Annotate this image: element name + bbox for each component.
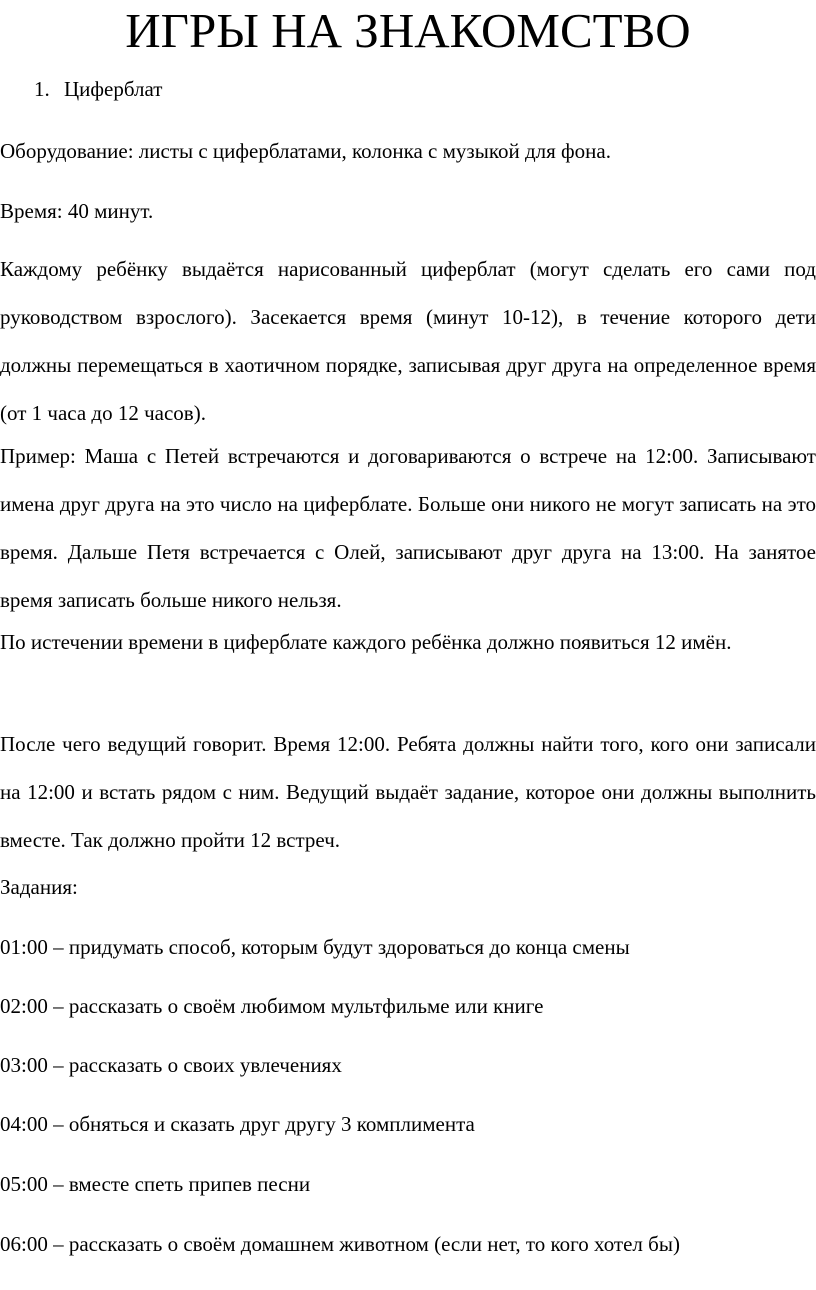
task-item: 03:00 – рассказать о своих увлечениях xyxy=(0,1053,342,1077)
paragraph-example: Пример: Маша с Петей встречаются и договариваются о встрече на 12:00. Записывают имена друг друга на это число на циферблате. Больше они никого не могут записать на это время. Дальше Петя встречается с Олей, записывают друг друга на 13:00. На занятое время записать больше никого нельзя. xyxy=(0,444,816,612)
list-item-text: Циферблат xyxy=(64,77,163,101)
task-item: 05:00 – вместе спеть припев песни xyxy=(0,1172,311,1196)
paragraph-rules: Каждому ребёнку выдаётся нарисованный циферблат (могут сделать его сами под руководством взрослого). Засекается время (минут 10-12), в течение которого дети должны перемещаться в хаотичном порядке, записывая друг друга на определенное время (от 1 часа до 12 часов). xyxy=(0,257,816,425)
task-item: 04:00 – обняться и сказать друг другу 3 комплимента xyxy=(0,1112,475,1136)
task-item: 06:00 – рассказать о своём домашнем животном (если нет, то кого хотел бы) xyxy=(0,1232,680,1256)
paragraph-result: По истечении времени в циферблате каждого ребёнка должно появиться 12 имён. xyxy=(0,630,732,654)
tasks-heading: Задания: xyxy=(0,875,78,899)
page-title: ИГРЫ НА ЗНАКОМСТВО xyxy=(125,3,691,58)
duration-line: Время: 40 минут. xyxy=(0,199,154,223)
list-number: 1. xyxy=(34,77,50,101)
task-item: 02:00 – рассказать о своём любимом мультфильме или книге xyxy=(0,994,544,1018)
list-item-game-title xyxy=(34,74,162,104)
task-item: 01:00 – придумать способ, которым будут здороваться до конца смены xyxy=(0,935,630,959)
equipment-line: Оборудование: листы с циферблатами, колонка с музыкой для фона. xyxy=(0,139,611,163)
paragraph-host: После чего ведущий говорит. Время 12:00. Ребята должны найти того, кого они записали на 12:00 и встать рядом с ним. Ведущий выдаёт задание, которое они должны выполнить вместе. Так должно пройти 12 встреч. xyxy=(0,732,816,852)
